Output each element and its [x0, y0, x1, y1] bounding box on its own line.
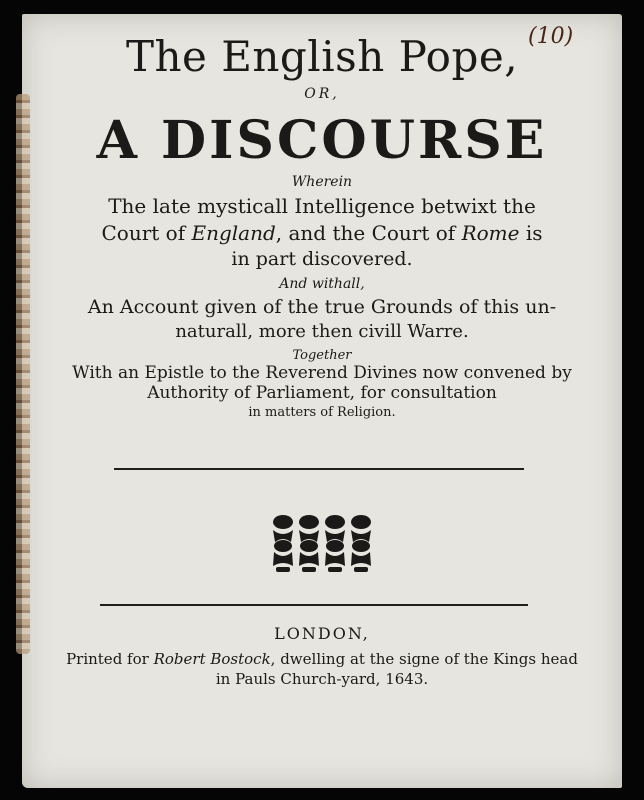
line-2-england: England: [191, 221, 276, 245]
divider-rule-top: [114, 468, 524, 470]
description-line-3: in part discovered.: [231, 248, 413, 270]
printed-for-label: Printed for: [66, 650, 154, 668]
handwritten-note: (10): [528, 24, 574, 49]
withall-label: And withall,: [279, 276, 365, 292]
line-2-part-c: , and the Court of: [275, 221, 462, 245]
imprint-line-2: in Pauls Church-yard, 1643.: [215, 670, 429, 688]
printer-name: Robert Bostock: [153, 650, 271, 668]
description-line-2: [22, 221, 622, 245]
divider-rule-bottom: [100, 604, 528, 606]
imprint-line-1: [22, 650, 622, 668]
subtitle: A DISCOURSE: [96, 110, 548, 171]
page-title: The English Pope,: [125, 32, 519, 81]
title-page: [22, 14, 622, 788]
description-line-5: naturall, more then civill Warre.: [175, 321, 469, 342]
description-line-4: An Account given of the true Grounds of this un-: [87, 296, 557, 318]
fleuron-icon: [349, 514, 373, 572]
fleuron-icon: [323, 514, 347, 572]
description-line-1: The late mysticall Intelligence betwixt the: [108, 194, 536, 218]
description-line-6: With an Epistle to the Reverend Divines now convened by: [72, 363, 572, 383]
imprint-line-1-rest: , dwelling at the signe of the Kings head: [270, 650, 578, 668]
or-connector: OR,: [304, 86, 340, 102]
together-label: Together: [292, 348, 352, 363]
wherein-label: Wherein: [291, 174, 353, 190]
imprint-place: LONDON,: [274, 624, 370, 643]
description-line-7: Authority of Parliament, for consultation: [147, 383, 497, 403]
description-line-8: in matters of Religion.: [248, 405, 396, 420]
fleuron-icon: [271, 514, 295, 572]
line-2-part-a: Court of: [101, 221, 192, 245]
line-2-rome: Rome: [461, 221, 520, 245]
line-2-part-e: is: [519, 221, 543, 245]
fleuron-icon: [297, 514, 321, 572]
ornament-row: [271, 514, 373, 572]
